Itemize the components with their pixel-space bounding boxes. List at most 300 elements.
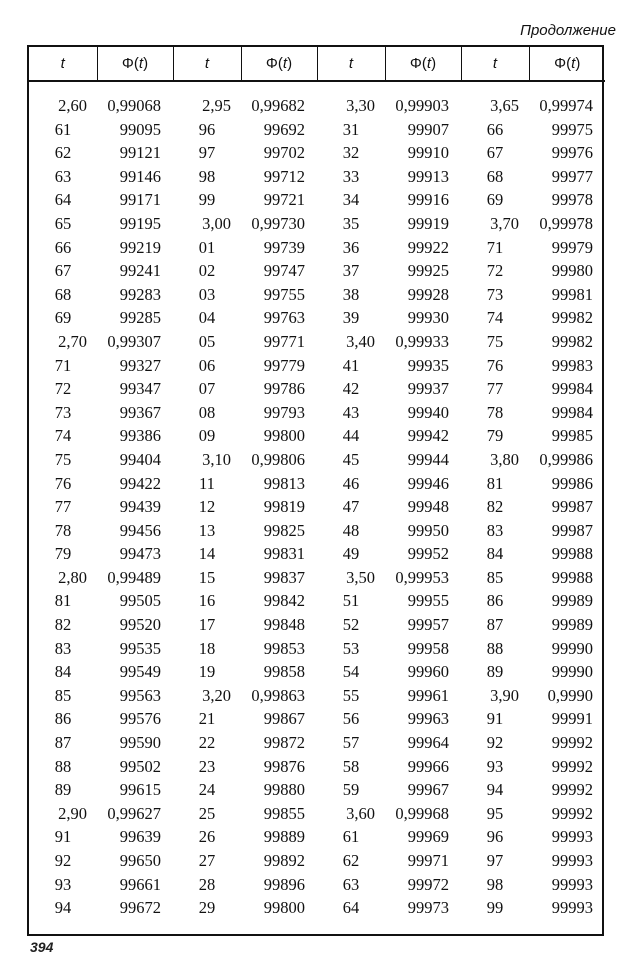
cell-t: 99 — [198, 190, 216, 210]
cell-t: 07 — [198, 379, 216, 399]
cell-phi: 99171 — [119, 190, 161, 210]
cell-t: 75 — [54, 449, 72, 469]
cell-phi: 99779 — [263, 355, 305, 375]
cell-phi: 99121 — [119, 143, 161, 163]
cell-t: 85 — [486, 567, 504, 587]
cell-phi: 0,99903 — [395, 96, 449, 115]
cell-t: 83 — [486, 520, 504, 540]
cell-phi: 99957 — [407, 615, 449, 635]
cell-t: 26 — [198, 827, 216, 847]
cell-t: 81 — [486, 473, 504, 493]
cell-phi: 99661 — [119, 874, 161, 894]
table-row — [29, 566, 605, 590]
table-row — [29, 236, 605, 260]
cell-phi: 99993 — [551, 827, 593, 847]
cell-phi: 99992 — [551, 803, 593, 823]
table-row — [29, 778, 605, 802]
cell-t: 92 — [54, 851, 72, 870]
cell-phi: 99986 — [551, 473, 593, 493]
table-row — [29, 401, 605, 425]
table-row — [29, 684, 605, 708]
cell-phi: 99702 — [263, 143, 305, 163]
cell-phi: 99739 — [263, 237, 305, 257]
cell-phi: 99993 — [551, 874, 593, 894]
cell-phi: 99219 — [119, 237, 161, 257]
cell-t: 3,90 — [490, 685, 519, 705]
cell-t: 98 — [198, 166, 216, 186]
cell-t: 63 — [342, 874, 360, 894]
cell-phi: 99946 — [407, 473, 449, 493]
cell-t: 79 — [54, 544, 72, 564]
cell-phi: 99831 — [263, 544, 305, 564]
cell-phi: 99456 — [119, 520, 161, 540]
cell-t: 18 — [198, 638, 216, 658]
cell-t: 56 — [342, 709, 360, 729]
cell-t: 84 — [486, 544, 504, 564]
cell-t: 99 — [486, 898, 504, 918]
cell-phi: 99763 — [263, 308, 305, 328]
cell-t: 87 — [54, 733, 72, 753]
cell-phi: 99855 — [263, 803, 305, 823]
cell-t: 91 — [54, 827, 72, 847]
cell-t: 39 — [342, 308, 360, 328]
cell-t: 04 — [198, 308, 216, 328]
cell-phi: 99771 — [263, 331, 305, 351]
cell-t: 3,10 — [202, 449, 231, 469]
cell-t: 86 — [486, 591, 504, 611]
cell-phi: 99960 — [407, 662, 449, 682]
cell-phi: 99650 — [119, 851, 161, 870]
cell-phi: 99505 — [119, 591, 161, 611]
cell-t: 11 — [199, 473, 215, 493]
cell-t: 66 — [486, 119, 504, 139]
cell-t: 69 — [54, 308, 72, 328]
cell-phi: 99892 — [263, 851, 305, 870]
cell-phi: 99837 — [263, 567, 305, 587]
cell-t: 79 — [486, 426, 504, 446]
cell-t: 67 — [486, 143, 504, 163]
table-row — [29, 731, 605, 755]
cell-phi: 99473 — [119, 544, 161, 564]
cell-phi: 99422 — [119, 473, 161, 493]
table-row — [29, 81, 605, 118]
cell-t: 96 — [198, 119, 216, 139]
cell-t: 12 — [198, 497, 216, 517]
cell-phi: 99973 — [407, 898, 449, 918]
table-row — [29, 141, 605, 165]
column-header-t: t — [173, 47, 241, 81]
cell-phi: 99786 — [263, 379, 305, 399]
cell-phi: 99549 — [119, 662, 161, 682]
cell-phi: 99712 — [263, 166, 305, 186]
cell-t: 73 — [486, 284, 504, 304]
cell-phi: 99992 — [551, 756, 593, 776]
cell-phi: 99535 — [119, 638, 161, 658]
cell-phi: 0,99627 — [107, 803, 161, 823]
cell-t: 78 — [54, 520, 72, 540]
cell-phi: 99978 — [551, 190, 593, 210]
cell-phi: 0,99978 — [539, 213, 593, 233]
cell-phi: 99988 — [551, 544, 593, 564]
column-header-t: t — [29, 47, 97, 81]
cell-t: 68 — [54, 284, 72, 304]
cell-phi: 99992 — [551, 780, 593, 800]
cell-t: 3,50 — [346, 567, 375, 587]
cell-phi: 99966 — [407, 756, 449, 776]
cell-phi: 99800 — [263, 426, 305, 446]
cell-t: 3,30 — [346, 96, 375, 115]
cell-t: 65 — [54, 213, 72, 233]
cell-phi: 0,99968 — [395, 803, 449, 823]
continuation-label: Продолжение — [520, 22, 616, 39]
cell-t: 64 — [54, 190, 72, 210]
cell-t: 09 — [198, 426, 216, 446]
cell-phi: 99935 — [407, 355, 449, 375]
table-row — [29, 306, 605, 330]
cell-phi: 99747 — [263, 261, 305, 281]
cell-t: 74 — [54, 426, 72, 446]
cell-phi: 0,99953 — [395, 567, 449, 587]
cell-t: 96 — [486, 827, 504, 847]
cell-phi: 99942 — [407, 426, 449, 446]
table-row — [29, 896, 605, 920]
cell-phi: 99989 — [551, 591, 593, 611]
cell-phi: 99910 — [407, 143, 449, 163]
cell-t: 03 — [198, 284, 216, 304]
cell-phi: 99983 — [551, 355, 593, 375]
cell-phi: 99639 — [119, 827, 161, 847]
cell-phi: 99990 — [551, 662, 593, 682]
cell-phi: 99842 — [263, 591, 305, 611]
cell-t: 2,95 — [202, 96, 231, 115]
table-row — [29, 802, 605, 826]
table-row — [29, 707, 605, 731]
cell-t: 3,00 — [202, 213, 231, 233]
cell-t: 64 — [342, 898, 360, 918]
cell-t: 93 — [486, 756, 504, 776]
cell-phi: 99867 — [263, 709, 305, 729]
cell-phi: 99967 — [407, 780, 449, 800]
cell-phi: 99993 — [551, 851, 593, 870]
cell-phi: 99615 — [119, 780, 161, 800]
cell-t: 21 — [198, 709, 216, 729]
cell-t: 48 — [342, 520, 360, 540]
table-row — [29, 589, 605, 613]
table-row — [29, 825, 605, 849]
column-header-phi: Φ(t) — [241, 47, 317, 81]
table-row — [29, 259, 605, 283]
cell-t: 63 — [54, 166, 72, 186]
table-row — [29, 424, 605, 448]
cell-phi: 99963 — [407, 709, 449, 729]
cell-t: 54 — [342, 662, 360, 682]
cell-t: 3,80 — [490, 449, 519, 469]
cell-phi: 99964 — [407, 733, 449, 753]
cell-t: 32 — [342, 143, 360, 163]
table-row — [29, 354, 605, 378]
cell-phi: 99944 — [407, 449, 449, 469]
cell-phi: 99988 — [551, 567, 593, 587]
cell-phi: 0,99974 — [539, 96, 593, 115]
cell-t: 34 — [342, 190, 360, 210]
cell-phi: 99990 — [551, 638, 593, 658]
cell-phi: 0,99730 — [251, 213, 305, 233]
cell-t: 53 — [342, 638, 360, 658]
cell-phi: 99896 — [263, 874, 305, 894]
cell-phi: 99913 — [407, 166, 449, 186]
cell-t: 02 — [198, 261, 216, 281]
cell-phi: 99930 — [407, 308, 449, 328]
cell-phi: 99984 — [551, 379, 593, 399]
cell-phi: 99937 — [407, 379, 449, 399]
cell-t: 67 — [54, 261, 72, 281]
table-row — [29, 330, 605, 354]
column-header-phi: Φ(t) — [385, 47, 461, 81]
cell-t: 59 — [342, 780, 360, 800]
cell-phi: 99819 — [263, 497, 305, 517]
cell-t: 97 — [486, 851, 504, 870]
cell-phi: 99987 — [551, 520, 593, 540]
cell-t: 14 — [198, 544, 216, 564]
cell-phi: 99563 — [119, 685, 161, 705]
cell-t: 71 — [486, 237, 504, 257]
cell-phi: 99367 — [119, 402, 161, 422]
cell-t: 51 — [342, 591, 360, 611]
cell-t: 76 — [486, 355, 504, 375]
cell-phi: 99386 — [119, 426, 161, 446]
cell-t: 23 — [198, 756, 216, 776]
cell-phi: 99971 — [407, 851, 449, 870]
cell-t: 49 — [342, 544, 360, 564]
cell-t: 88 — [486, 638, 504, 658]
cell-phi: 99984 — [551, 402, 593, 422]
cell-t: 19 — [198, 662, 216, 682]
cell-t: 58 — [342, 756, 360, 776]
cell-t: 95 — [486, 803, 504, 823]
cell-t: 66 — [54, 237, 72, 257]
cell-t: 92 — [486, 733, 504, 753]
cell-phi: 99439 — [119, 497, 161, 517]
cell-t: 2,90 — [58, 803, 87, 823]
table-row — [29, 188, 605, 212]
cell-t: 71 — [54, 355, 72, 375]
cell-phi: 99880 — [263, 780, 305, 800]
table-row — [29, 755, 605, 779]
cell-phi: 99982 — [551, 331, 593, 351]
table-row — [29, 873, 605, 897]
table-row — [29, 377, 605, 401]
cell-phi: 99922 — [407, 237, 449, 257]
table-row — [29, 283, 605, 307]
cell-t: 2,60 — [58, 96, 87, 115]
cell-phi: 99347 — [119, 379, 161, 399]
cell-t: 27 — [198, 851, 216, 870]
table-row — [29, 495, 605, 519]
cell-t: 36 — [342, 237, 360, 257]
column-header-phi: Φ(t) — [97, 47, 173, 81]
table-row — [29, 165, 605, 189]
cell-t: 46 — [342, 473, 360, 493]
cell-t: 86 — [54, 709, 72, 729]
cell-t: 57 — [342, 733, 360, 753]
cell-t: 93 — [54, 874, 72, 894]
cell-phi: 99950 — [407, 520, 449, 540]
cell-phi: 99958 — [407, 638, 449, 658]
cell-phi: 99853 — [263, 638, 305, 658]
cell-phi: 99095 — [119, 119, 161, 139]
cell-phi: 99848 — [263, 615, 305, 635]
cell-t: 72 — [486, 261, 504, 281]
table-row — [29, 613, 605, 637]
cell-t: 94 — [54, 898, 72, 918]
cell-phi: 0,9990 — [547, 685, 593, 705]
cell-t: 2,70 — [58, 331, 87, 351]
cell-t: 68 — [486, 166, 504, 186]
table-row — [29, 660, 605, 684]
cell-t: 61 — [54, 119, 72, 139]
cell-phi: 99672 — [119, 898, 161, 918]
table-row — [29, 519, 605, 543]
cell-phi: 0,99933 — [395, 331, 449, 351]
cell-phi: 99987 — [551, 497, 593, 517]
cell-t: 81 — [54, 591, 72, 611]
cell-phi: 0,99806 — [251, 449, 305, 469]
cell-phi: 99976 — [551, 143, 593, 163]
cell-t: 89 — [54, 780, 72, 800]
table-row — [29, 212, 605, 236]
cell-t: 76 — [54, 473, 72, 493]
cell-t: 24 — [198, 780, 216, 800]
cell-phi: 99889 — [263, 827, 305, 847]
cell-phi: 99800 — [263, 898, 305, 918]
cell-t: 83 — [54, 638, 72, 658]
cell-phi: 0,99986 — [539, 449, 593, 469]
cell-phi: 99981 — [551, 284, 593, 304]
cell-phi: 0,99307 — [107, 331, 161, 351]
cell-phi: 99961 — [407, 685, 449, 705]
page-number: 394 — [30, 939, 54, 955]
cell-t: 3,40 — [346, 331, 375, 351]
cell-phi: 99576 — [119, 709, 161, 729]
cell-t: 62 — [342, 851, 360, 870]
cell-t: 47 — [342, 497, 360, 517]
cell-t: 42 — [342, 379, 360, 399]
table-row — [29, 448, 605, 472]
cell-t: 15 — [198, 567, 216, 587]
cell-phi: 99980 — [551, 261, 593, 281]
cell-t: 01 — [198, 237, 216, 257]
cell-t: 22 — [198, 733, 216, 753]
cell-t: 06 — [198, 355, 216, 375]
cell-t: 16 — [198, 591, 216, 611]
cell-t: 37 — [342, 261, 360, 281]
cell-phi: 99952 — [407, 544, 449, 564]
cell-phi: 99692 — [263, 119, 305, 139]
cell-t: 74 — [486, 308, 504, 328]
cell-t: 77 — [54, 497, 72, 517]
cell-t: 88 — [54, 756, 72, 776]
cell-t: 45 — [342, 449, 360, 469]
cell-phi: 99975 — [551, 119, 593, 139]
cell-phi: 99993 — [551, 898, 593, 918]
cell-phi: 99972 — [407, 874, 449, 894]
cell-phi: 99285 — [119, 308, 161, 328]
cell-phi: 99283 — [119, 284, 161, 304]
cell-phi: 99989 — [551, 615, 593, 635]
cell-phi: 99948 — [407, 497, 449, 517]
cell-t: 61 — [342, 827, 360, 847]
cell-t: 89 — [486, 662, 504, 682]
cell-phi: 99755 — [263, 284, 305, 304]
cell-phi: 99195 — [119, 213, 161, 233]
cell-t: 28 — [198, 874, 216, 894]
cell-phi: 99872 — [263, 733, 305, 753]
cell-phi: 99979 — [551, 237, 593, 257]
cell-t: 29 — [198, 898, 216, 918]
cell-t: 72 — [54, 379, 72, 399]
cell-t: 87 — [486, 615, 504, 635]
cell-t: 41 — [342, 355, 360, 375]
cell-t: 08 — [198, 402, 216, 422]
cell-phi: 99907 — [407, 119, 449, 139]
column-header-phi: Φ(t) — [529, 47, 605, 81]
cell-t: 77 — [486, 379, 504, 399]
cell-phi: 99858 — [263, 662, 305, 682]
cell-t: 82 — [486, 497, 504, 517]
cell-phi: 99721 — [263, 190, 305, 210]
cell-phi: 99146 — [119, 166, 161, 186]
cell-t: 78 — [486, 402, 504, 422]
cell-t: 62 — [54, 143, 72, 163]
cell-t: 97 — [198, 143, 216, 163]
cell-t: 91 — [486, 709, 504, 729]
cell-phi: 99241 — [119, 261, 161, 281]
table-row — [29, 849, 605, 873]
cell-phi: 99977 — [551, 166, 593, 186]
cell-t: 3,65 — [490, 96, 519, 115]
cell-phi: 99793 — [263, 402, 305, 422]
cell-phi: 0,99068 — [107, 96, 161, 115]
cell-t: 43 — [342, 402, 360, 422]
cell-phi: 99940 — [407, 402, 449, 422]
cell-phi: 0,99489 — [107, 567, 161, 587]
table-body — [29, 81, 605, 920]
cell-t: 85 — [54, 685, 72, 705]
table-row — [29, 118, 605, 142]
cell-t: 13 — [198, 520, 216, 540]
cell-t: 52 — [342, 615, 360, 635]
cell-t: 3,20 — [202, 685, 231, 705]
column-header-t: t — [461, 47, 529, 81]
cell-phi: 99590 — [119, 733, 161, 753]
cell-phi: 99991 — [551, 709, 593, 729]
cell-t: 05 — [198, 331, 216, 351]
cell-phi: 99955 — [407, 591, 449, 611]
cell-phi: 0,99682 — [251, 96, 305, 115]
cell-phi: 99992 — [551, 733, 593, 753]
cell-phi: 99982 — [551, 308, 593, 328]
cell-t: 75 — [486, 331, 504, 351]
cell-phi: 99876 — [263, 756, 305, 776]
cell-phi: 0,99863 — [251, 685, 305, 705]
cell-phi: 99919 — [407, 213, 449, 233]
cell-phi: 99502 — [119, 756, 161, 776]
cell-phi: 99928 — [407, 284, 449, 304]
table-row — [29, 472, 605, 496]
cell-t: 3,60 — [346, 803, 375, 823]
table-header-row — [29, 47, 605, 81]
table-row — [29, 542, 605, 566]
